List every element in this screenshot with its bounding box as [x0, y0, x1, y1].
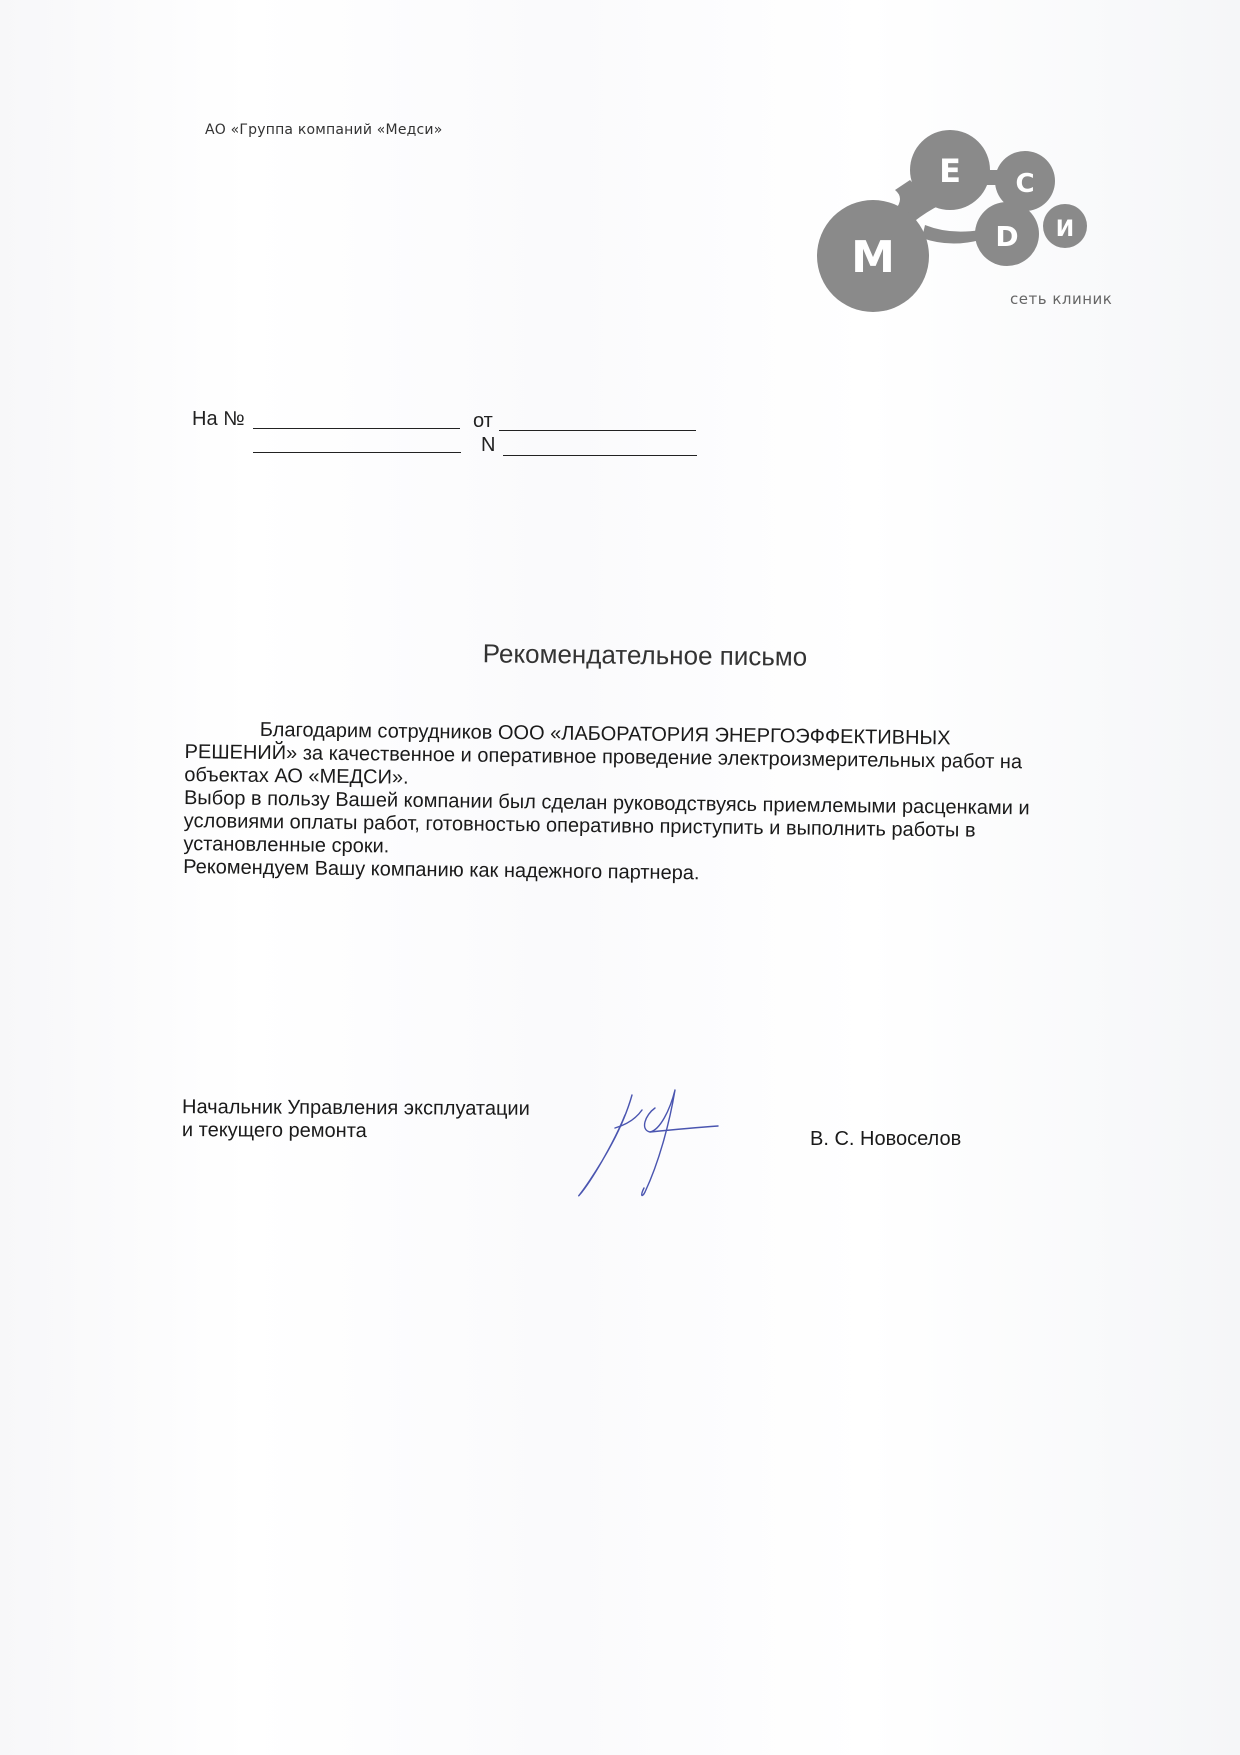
logo-letter-m: М — [851, 232, 895, 283]
letter-title: Рекомендательное письмо — [482, 638, 808, 672]
handwritten-signature — [570, 1080, 730, 1205]
ref-n-label: N — [481, 434, 496, 456]
ref-from-label: от — [473, 410, 493, 432]
ref-to-label: На № — [192, 408, 245, 430]
letter-paragraph: Рекомендуем Вашу компанию как надежного партнера. — [183, 855, 700, 885]
ref-number-line-2 — [253, 452, 461, 453]
logo-tagline: сеть клиник — [1010, 290, 1113, 308]
ref-n-line — [503, 455, 697, 456]
medsi-logo — [810, 130, 1130, 320]
position-line-2: и текущего ремонта — [181, 1119, 367, 1143]
logo-letter-s: С — [1015, 169, 1035, 199]
ref-from-date-line — [499, 430, 696, 431]
ref-to-number-line — [253, 428, 460, 429]
logo-letter-d: D — [995, 220, 1019, 253]
company-name: АО «Группа компаний «Медси» — [205, 122, 443, 138]
logo-letter-i: И — [1055, 217, 1075, 242]
signatory-position — [182, 1096, 530, 1144]
letter-paragraph: Благодарим сотрудников ООО «ЛАБОРАТОРИЯ ЭНЕРГОЭФФЕКТИВНЫХ РЕШЕНИЙ» за качественное и оперативное проведение электроизмерительных работ на объектах АО «МЕДСИ». — [184, 718, 1023, 789]
letter-body — [183, 718, 1065, 890]
signatory-name: В. С. Новоселов — [810, 1128, 962, 1150]
letter-paragraph: Выбор в пользу Вашей компании был сделан руководствуясь приемлемыми расценками и условиями оплаты работ, готовностью оперативно приступить и выполнить работы в установленные сроки. — [183, 786, 1030, 858]
logo-letter-e: Е — [939, 152, 961, 190]
position-line-1: Начальник Управления эксплуатации — [182, 1096, 530, 1120]
